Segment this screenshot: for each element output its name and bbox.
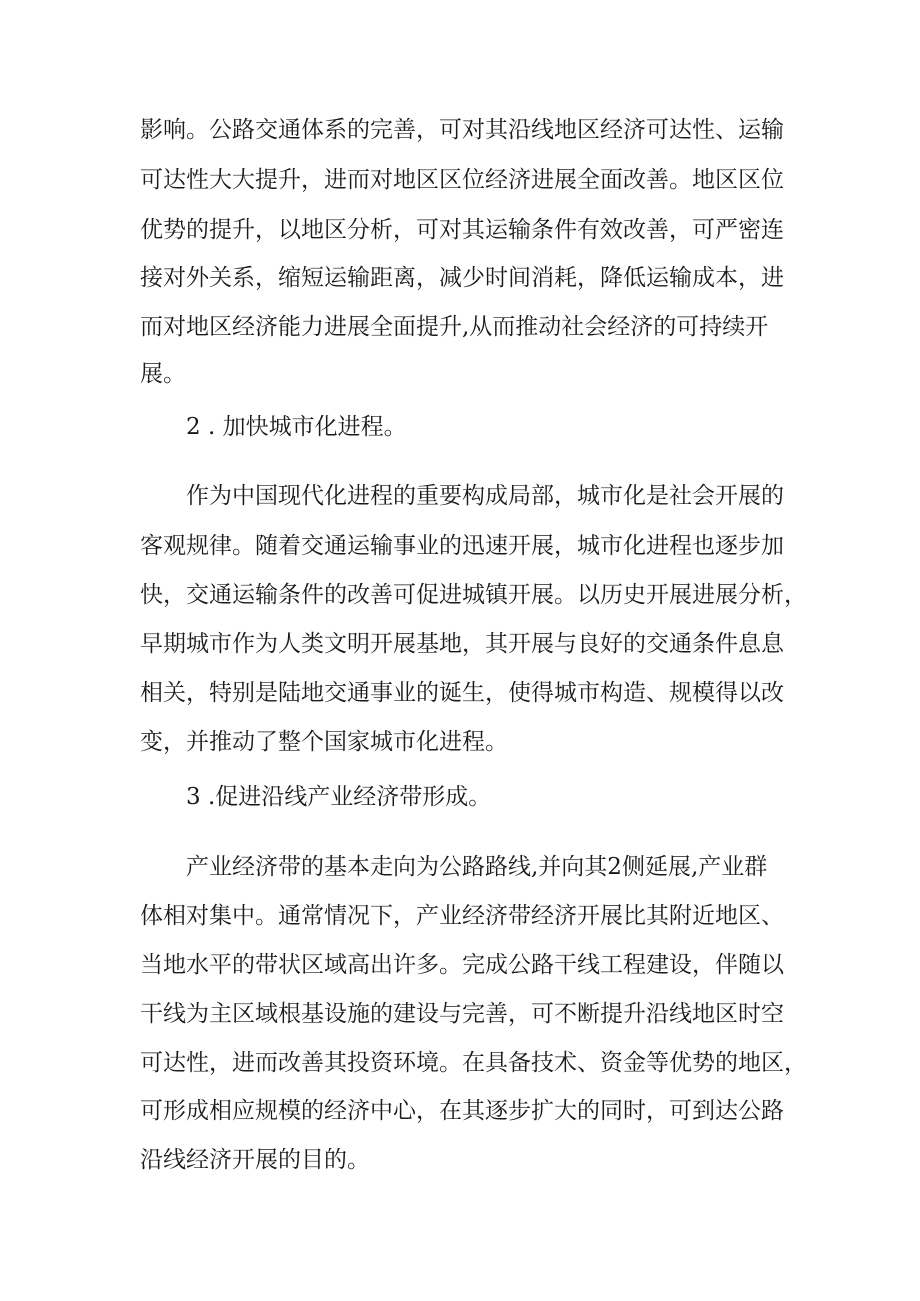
paragraph-line: 沿线经济开展的目的。 xyxy=(140,1147,370,1173)
paragraph-line: 作为中国现代化进程的重要构成局部，城市化是社会开展的 xyxy=(186,483,784,509)
paragraph-line: 变，并推动了整个国家城市化进程。 xyxy=(140,729,508,755)
paragraph-line: 展。 xyxy=(140,361,186,387)
paragraph-line: 干线为主区域根基设施的建设与完善，可不断提升沿线地区时空 xyxy=(140,1001,784,1027)
paragraph-line: 而对地区经济能力进展全面提升,从而推动社会经济的可持续开 xyxy=(140,314,769,340)
paragraph-line: 早期城市作为人类文明开展基地，其开展与良好的交通条件息息 xyxy=(140,631,784,657)
paragraph-line: 可达性，进而改善其投资环境。在具备技术、资金等优势的地区， xyxy=(140,1050,807,1076)
paragraph-line: 相关，特别是陆地交通事业的诞生，使得城市构造、规模得以改 xyxy=(140,680,784,706)
paragraph-line: 当地水平的带状区域高出许多。完成公路干线工程建设，伴随以 xyxy=(140,952,784,978)
section-heading: 2 . 加快城市化进程。 xyxy=(186,414,407,440)
paragraph-line: 客观规律。随着交通运输事业的迅速开展，城市化进程也逐步加 xyxy=(140,533,784,559)
paragraph-line: 体相对集中。通常情况下，产业经济带经济开展比其附近地区、 xyxy=(140,903,784,929)
paragraph-line: 优势的提升，以地区分析，可对其运输条件有效改善，可严密连 xyxy=(140,217,784,243)
paragraph-line: 影响。公路交通体系的完善，可对其沿线地区经济可达性、运输 xyxy=(140,117,784,143)
paragraph-line: 接对外关系，缩短运输距离，减少时间消耗，降低运输成本，进 xyxy=(140,265,784,291)
paragraph-line: 可达性大大提升，进而对地区区位经济进展全面改善。地区区位 xyxy=(140,167,784,193)
paragraph-line: 可形成相应规模的经济中心，在其逐步扩大的同时，可到达公路 xyxy=(140,1098,784,1124)
section-heading: 3 .促进沿线产业经济带形成。 xyxy=(186,784,492,810)
paragraph-line: 快，交通运输条件的改善可促进城镇开展。以历史开展进展分析， xyxy=(140,582,807,608)
paragraph-line: 产业经济带的基本走向为公路路线,并向其2侧延展,产业群 xyxy=(186,854,768,880)
